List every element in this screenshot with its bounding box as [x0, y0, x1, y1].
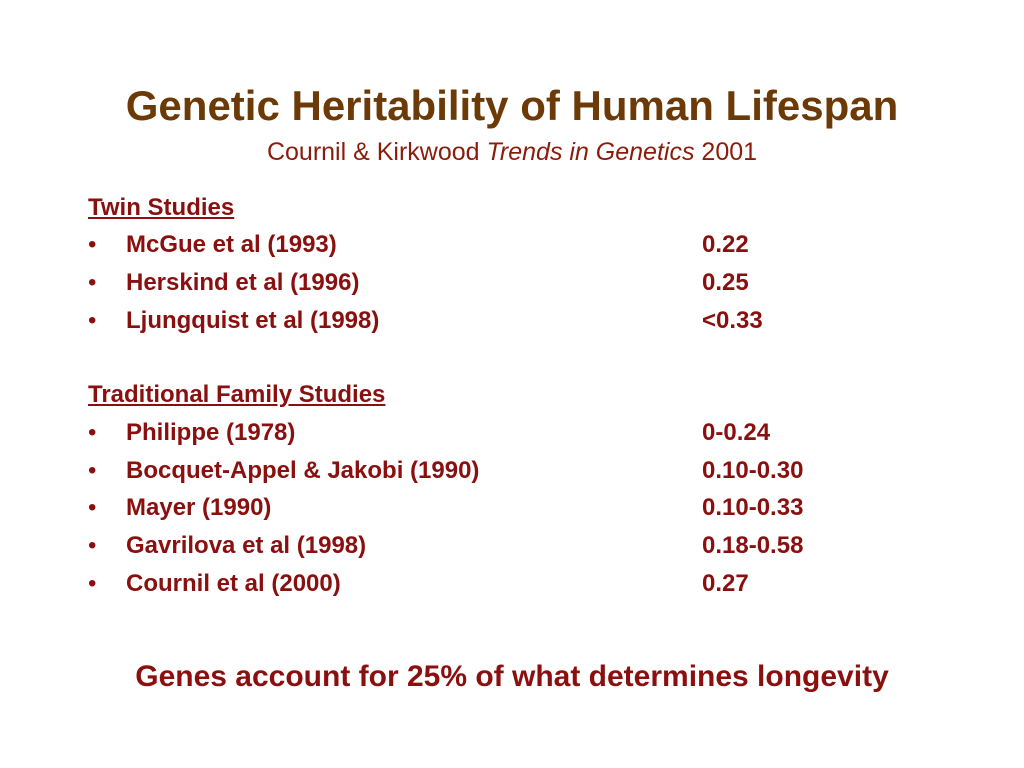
study-name: McGue et al (1993): [126, 231, 337, 258]
list-item: [88, 418, 948, 450]
heritability-value: <0.33: [702, 307, 763, 334]
list-item: [88, 569, 948, 601]
study-name: Gavrilova et al (1998): [126, 532, 367, 559]
bullet-icon: •: [88, 570, 97, 597]
study-name: Cournil et al (2000): [126, 570, 341, 597]
study-name: Philippe (1978): [126, 419, 296, 446]
heritability-value: 0.10-0.30: [702, 457, 804, 484]
slide-subtitle: [0, 136, 1024, 168]
study-name: Ljungquist et al (1998): [126, 307, 380, 334]
heritability-value: 0.27: [702, 570, 749, 597]
subtitle-year: 2001: [701, 138, 758, 166]
bullet-icon: •: [88, 419, 97, 446]
study-name: Bocquet-Appel & Jakobi (1990): [126, 457, 480, 484]
heritability-value: 0-0.24: [702, 419, 771, 446]
bullet-icon: •: [88, 307, 97, 334]
heritability-value: 0.18-0.58: [702, 532, 804, 559]
bullet-icon: •: [88, 494, 97, 521]
slide-title: Genetic Heritability of Human Lifespan: [125, 82, 899, 129]
bullet-icon: •: [88, 269, 97, 296]
bullet-icon: •: [88, 457, 97, 484]
family-studies-heading: Traditional Family Studies: [88, 381, 386, 408]
heritability-value: 0.10-0.33: [702, 494, 804, 521]
heritability-value: 0.22: [702, 231, 749, 258]
study-name: Herskind et al (1996): [126, 269, 360, 296]
list-item: [88, 531, 948, 563]
bullet-icon: •: [88, 532, 97, 559]
list-item: [88, 493, 948, 525]
list-item: [88, 230, 948, 262]
twin-studies-heading: Twin Studies: [88, 194, 235, 221]
subtitle-journal: Trends in Genetics: [486, 138, 695, 166]
bullet-icon: •: [88, 231, 97, 258]
study-name: Mayer (1990): [126, 494, 272, 521]
heritability-value: 0.25: [702, 269, 749, 296]
subtitle-authors: Cournil & Kirkwood: [266, 138, 480, 166]
list-item: [88, 268, 948, 300]
list-item: [88, 456, 948, 488]
list-item: [88, 306, 948, 338]
conclusion-text: Genes account for 25% of what determines longevity: [135, 660, 889, 693]
